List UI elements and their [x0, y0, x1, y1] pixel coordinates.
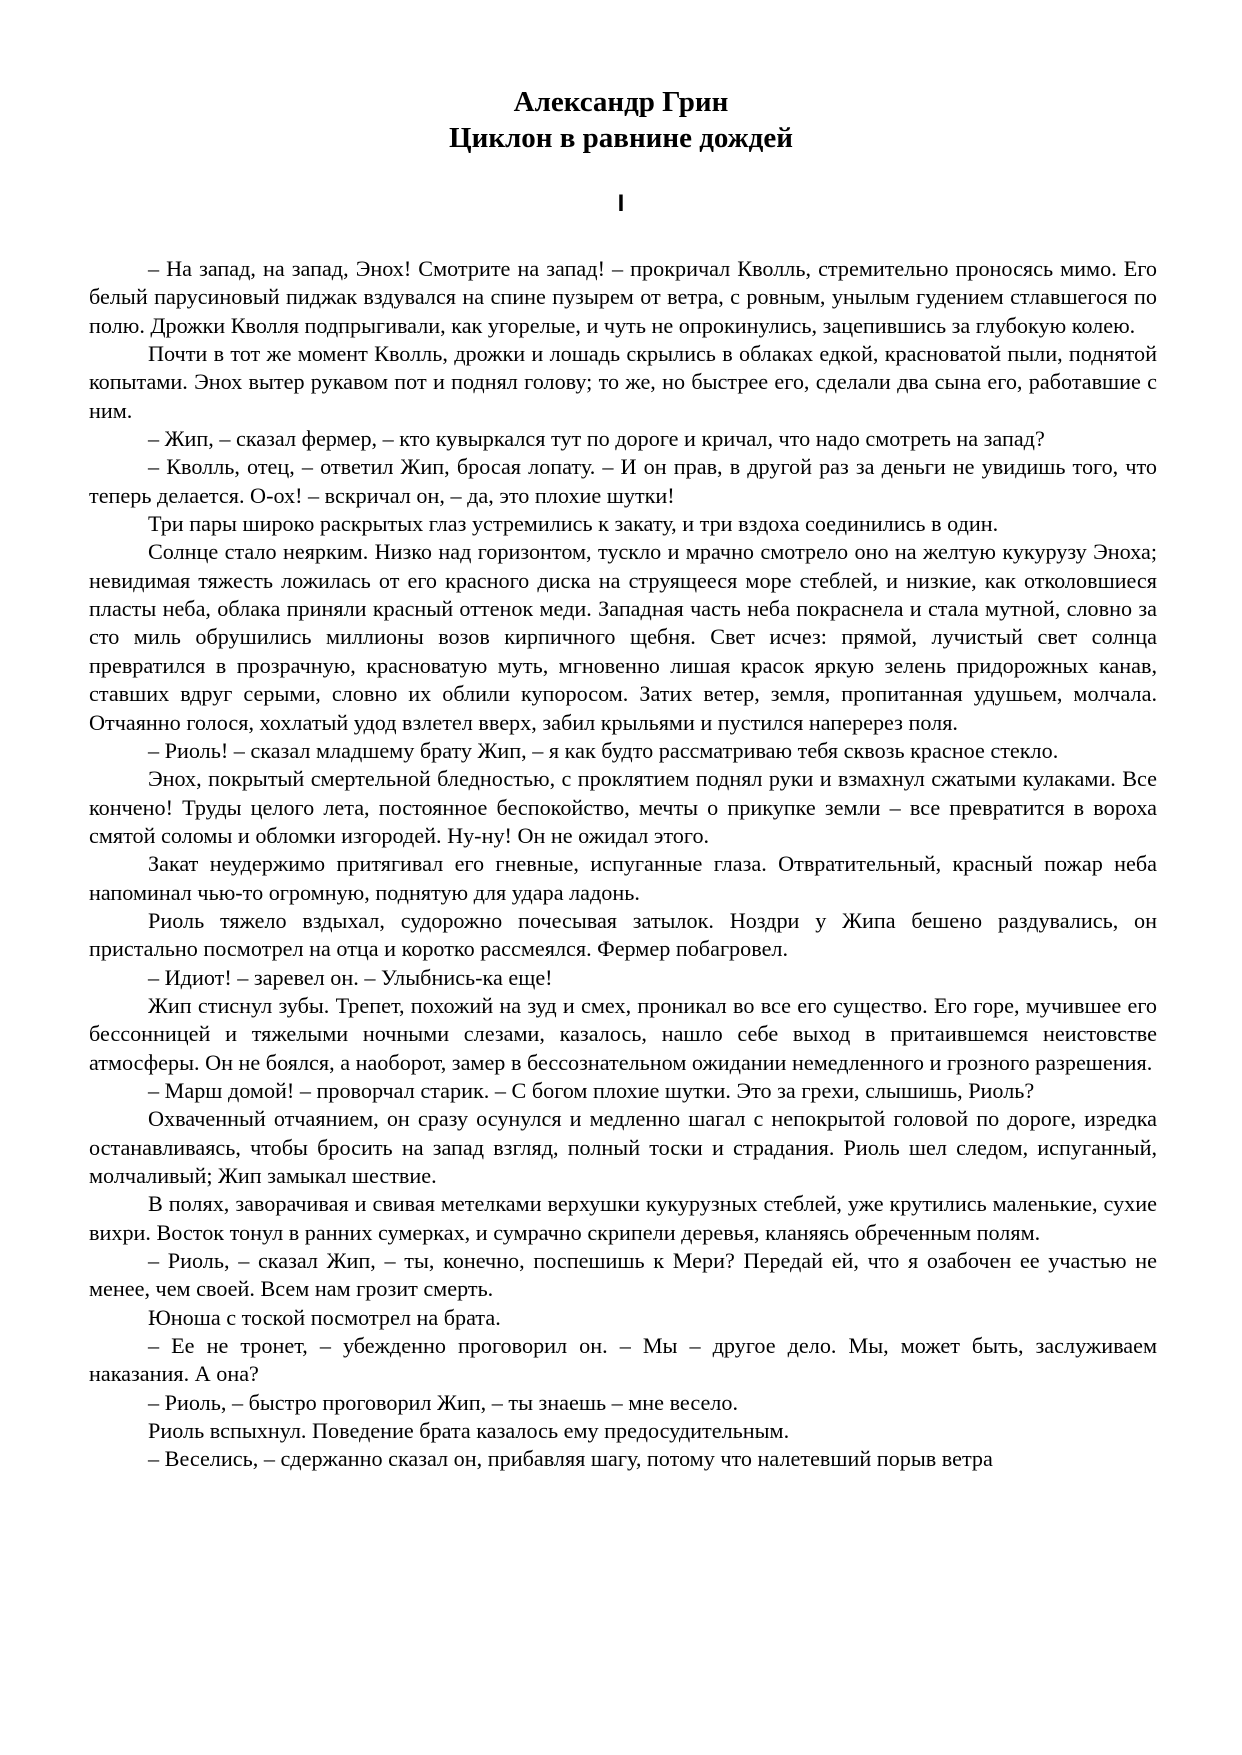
paragraph: – Кволль, отец, – ответил Жип, бросая лопату. – И он прав, в другой раз за деньги не увидишь того, что теперь делается. О-ох! – вскричал он, – да, это плохие шутки! — [89, 454, 1157, 508]
paragraph: – Веселись, – сдержанно сказал он, прибавляя шагу, потому что налетевший порыв ветра — [148, 1446, 993, 1472]
paragraph: Закат неудержимо притягивал его гневные, испуганные глаза. Отвратительный, красный пожар неба напоминал чью-то огромную, поднятую для удара ладонь. — [89, 851, 1157, 905]
paragraph: – Идиот! – заревел он. – Улыбнись-ка еще! — [148, 964, 553, 990]
document-header — [0, 84, 1242, 156]
author-name: Александр Грин — [513, 86, 729, 118]
paragraph: Три пары широко раскрытых глаз устремились к закату, и три вздоха соединились в один. — [148, 511, 999, 537]
paragraph: Солнце стало неярким. Низко над горизонтом, тускло и мрачно смотрело оно на желтую кукурузу Эноха; невидимая тяжесть ложилась от его красного диска на струящееся море стеблей, и низкие, как отколовшиеся пласты неба, облака приняли красный оттенок меди. Западная часть неба покраснела и стала мутной, словно за сто миль обрушились миллионы возов кирпичного щебня. Свет исчез: прямой, лучистый свет солнца превратился в прозрачную, красноватую муть, мгновенно лишая красок яркую зелень придорожных канав, ставших вдруг серыми, словно их облили купоросом. Затих ветер, земля, пропитанная удушьем, молчала. Отчаянно голося, хохлатый удод взлетел вверх, забил крыльями и пустился наперерез поля. — [89, 539, 1157, 735]
paragraph: Почти в тот же момент Кволль, дрожки и лошадь скрылись в облаках едкой, красноватой пыли, поднятой копытами. Энох вытер рукавом пот и поднял голову; то же, но быстрее его, сделали два сына его, работавшие с ним. — [89, 341, 1157, 423]
paragraph: Юноша с тоской посмотрел на брата. — [148, 1304, 501, 1330]
paragraph: – Риоль, – быстро проговорил Жип, – ты знаешь – мне весело. — [148, 1389, 739, 1415]
paragraph: – Жип, – сказал фермер, – кто кувыркался тут по дороге и кричал, что надо смотреть на запад? — [148, 426, 1045, 452]
story-title: Циклон в равнине дождей — [449, 122, 793, 154]
paragraph: – Риоль, – сказал Жип, – ты, конечно, поспешишь к Мери? Передай ей, что я озабочен ее участью не менее, чем своей. Всем нам грозит смерть. — [89, 1248, 1157, 1302]
paragraph: Охваченный отчаянием, он сразу осунулся и медленно шагал с непокрытой головой по дороге, изредка останавливаясь, чтобы бросить на запад взгляд, полный тоски и страдания. Риоль шел следом, испуганный, молчаливый; Жип замыкал шествие. — [89, 1106, 1157, 1188]
paragraph: Жип стиснул зубы. Трепет, похожий на зуд и смех, проникал во все его существо. Его горе, мучившее его бессонницей и тяжелыми ночными слезами, казалось, нашло себе выход в притаившемся неистовстве атмосферы. Он не боялся, а наоборот, замер в бессознательном ожидании немедленного и грозного разрешения. — [89, 992, 1157, 1075]
paragraph: Энох, покрытый смертельной бледностью, с проклятием поднял руки и взмахнул сжатыми кулаками. Все кончено! Труды целого лета, постоянное беспокойство, мечты о прикупке земли – все превратится в вороха смятой соломы и обломки изгородей. Ну-ну! Он не ожидал этого. — [89, 766, 1157, 848]
paragraph: Риоль тяжело вздыхал, судорожно почесывая затылок. Ноздри у Жипа бешено раздувались, он пристально посмотрел на отца и коротко рассмеялся. Фермер побагровел. — [89, 907, 1157, 962]
paragraph: Риоль вспыхнул. Поведение брата казалось ему предосудительным. — [148, 1418, 790, 1444]
paragraph: – Марш домой! – проворчал старик. – С богом плохие шутки. Это за грехи, слышишь, Риоль? — [148, 1077, 1035, 1103]
chapter-heading: I — [617, 190, 625, 217]
paragraph: – Риоль! – сказал младшему брату Жип, – я как будто рассматриваю тебя сквозь красное стекло. — [148, 737, 1059, 763]
paragraph: – На запад, на запад, Энох! Смотрите на запад! – прокричал Кволль, стремительно проносясь мимо. Его белый парусиновый пиджак вздувался на спине пузырем от ветра, с ровным, унылым гудением стлавшегося по полю. Дрожки Кволля подпрыгивали, как угорелые, и чуть не опрокинулись, зацепившись за глубокую колею. — [89, 256, 1157, 338]
paragraph: В полях, заворачивая и свивая метелками верхушки кукурузных стеблей, уже крутились маленькие, сухие вихри. Восток тонул в ранних сумерках, и сумрачно скрипели деревья, кланяясь обреченным полям. — [89, 1191, 1157, 1245]
story-body — [89, 255, 1157, 1705]
paragraph: – Ее не тронет, – убежденно проговорил он. – Мы – другое дело. Мы, может быть, заслуживаем наказания. А она? — [89, 1333, 1157, 1387]
